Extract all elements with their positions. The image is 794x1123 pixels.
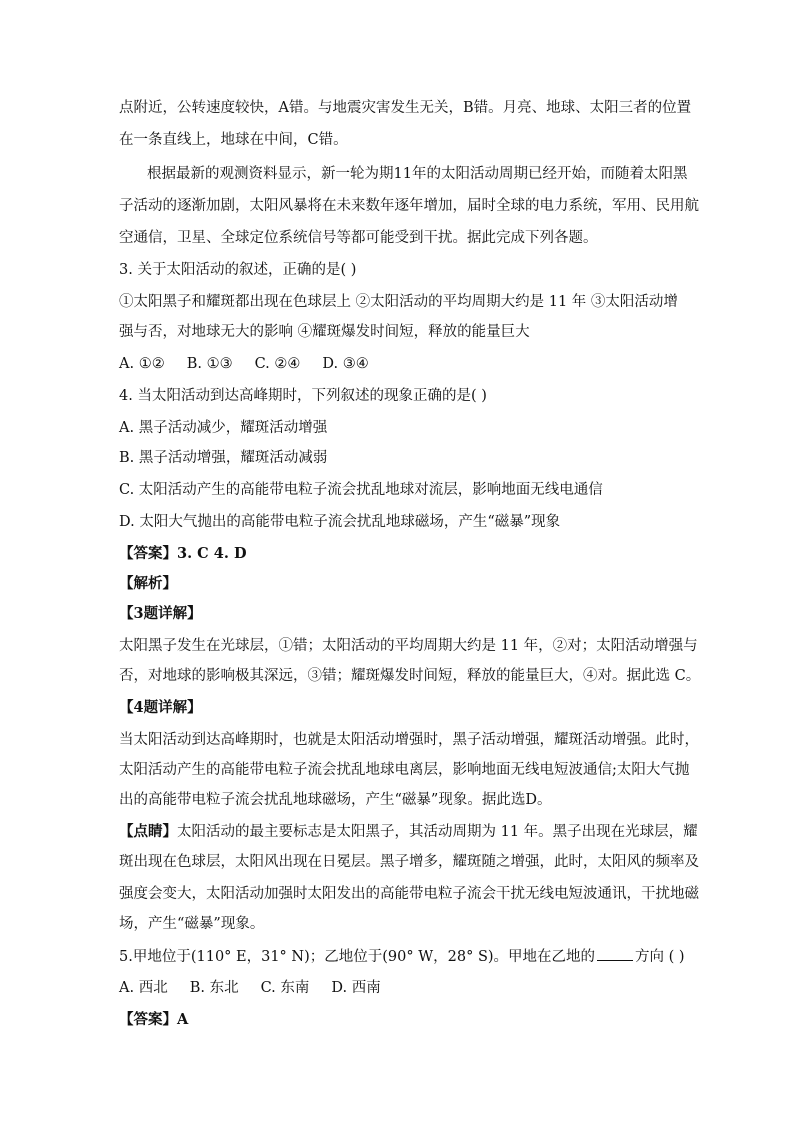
option-d: D. ③④: [322, 356, 369, 372]
question-5-tail: 方向 ( ): [635, 949, 685, 965]
option-a: A. ①②: [119, 356, 165, 372]
option-a: A. 西北: [119, 980, 168, 996]
option-b: B. 东北: [189, 980, 239, 996]
option-d: D. 西南: [331, 980, 381, 996]
option-d: D. 太阳大气抛出的高能带电粒子流会扰乱地球磁场，产生“磁暴”现象: [119, 514, 561, 530]
tip-tag: 【点睛】: [119, 823, 177, 840]
question-5: [119, 946, 685, 966]
text-line: 出的高能带电粒子流会扰乱地球磁场，产生“磁暴”现象。据此选D。: [119, 792, 552, 808]
option-c: C. ②④: [254, 356, 301, 372]
option-c: C. 太阳活动产生的高能带电粒子流会扰乱地球对流层，影响地面无线电通信: [119, 482, 603, 498]
question-5-text: 5.甲地位于(110° E，31° N)；乙地位于(90° W，28° S)。甲地在乙地的: [119, 949, 596, 965]
option-b: B. 黑子活动增强，耀斑活动减弱: [119, 450, 328, 466]
answer-line: 【答案】A: [119, 1011, 189, 1028]
text-line: 斑出现在色球层，太阳风出现在日冕层。黑子增多，耀斑随之增强，此时，太阳风的频率及: [119, 854, 699, 870]
text-line: 当太阳活动到达高峰期时，也就是太阳活动增强时，黑子活动增强，耀斑活动增强。此时，: [119, 732, 699, 748]
answer-line: 【答案】3. C 4. D: [119, 545, 247, 562]
text-line: 强与否，对地球无大的影响 ④耀斑爆发时间短，释放的能量巨大: [119, 324, 530, 340]
text-line: 点附近，公转速度较快，A错。与地震灾害发生无关，B错。月亮、地球、太阳三者的位置: [119, 100, 692, 116]
answer-blank: [597, 946, 633, 961]
text-line: 子活动的逐渐加剧，太阳风暴将在未来数年逐年增加，届时全球的电力系统，军用、民用航: [119, 198, 699, 214]
text-line: 否，对地球的影响极其深远，③错；耀斑爆发时间短，释放的能量巨大，④对。据此选 C。: [119, 668, 701, 684]
q3-detail-heading: 【3题详解】: [119, 605, 202, 622]
option-a: A. 黑子活动减少，耀斑活动增强: [119, 420, 328, 436]
text-line: ①太阳黑子和耀斑都出现在色球层上 ②太阳活动的平均周期大约是 11 年 ③太阳活动增: [119, 294, 678, 310]
text-line: 太阳黑子发生在光球层，①错；太阳活动的平均周期大约是 11 年，②对；太阳活动增强与: [119, 638, 698, 654]
option-b: B. ①③: [186, 356, 233, 372]
text-line: 根据最新的观测资料显示，新一轮为期11年的太阳活动周期已经开始，而随着太阳黑: [147, 166, 688, 182]
tip-text: 太阳活动的最主要标志是太阳黑子，其活动周期为 11 年。黑子出现在光球层，耀: [177, 824, 698, 840]
question-5-options: [119, 978, 675, 998]
question-3-options: [119, 354, 675, 374]
option-c: C. 东南: [260, 980, 310, 996]
text-line: 场，产生“磁暴”现象。: [119, 916, 265, 932]
text-line: 空通信，卫星、全球定位系统信号等都可能受到干扰。据此完成下列各题。: [119, 230, 598, 246]
text-line: 太阳活动产生的高能带电粒子流会扰乱地球电离层，影响地面无线电短波通信;太阳大气抛: [119, 762, 690, 778]
analysis-heading: 【解析】: [119, 575, 177, 592]
question-4: 4. 当太阳活动到达高峰期时，下列叙述的现象正确的是( ): [119, 388, 487, 404]
text-line: 在一条直线上，地球在中间，C错。: [119, 132, 348, 148]
question-3: 3. 关于太阳活动的叙述，正确的是( ): [119, 262, 357, 278]
text-line: 强度会变大，太阳活动加强时太阳发出的高能带电粒子流会干扰无线电短波通讯，干扰地磁: [119, 886, 699, 902]
q4-detail-heading: 【4题详解】: [119, 699, 202, 716]
tip-line: [119, 822, 698, 842]
